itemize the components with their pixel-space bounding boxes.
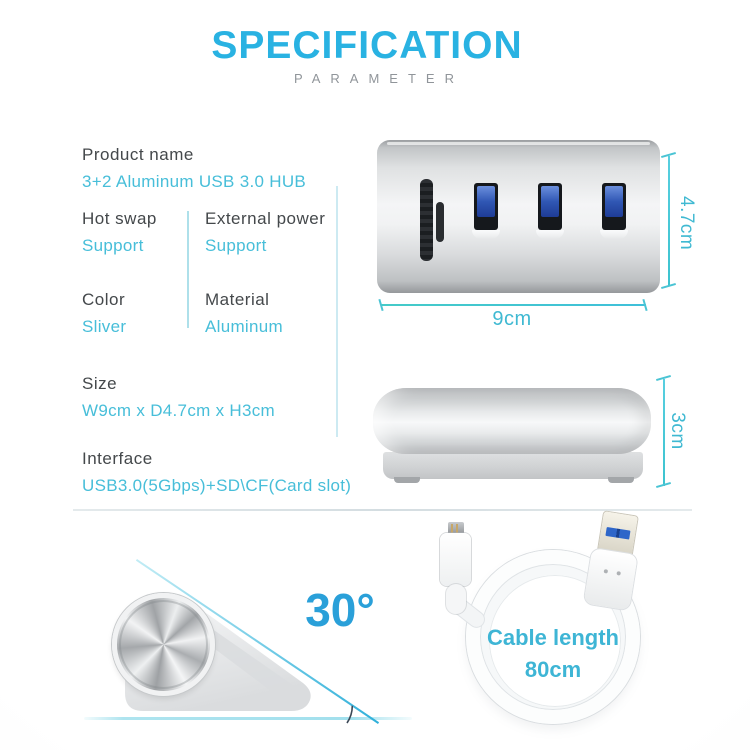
spec-value: Aluminum (205, 317, 283, 336)
usb-port-1 (474, 183, 498, 230)
usb-blue-tongue (605, 186, 623, 217)
cable-length-label: Cable length (486, 625, 619, 650)
usb-port-3 (602, 183, 626, 230)
spec-hot-swap (82, 209, 157, 256)
spec-label: External power (205, 209, 326, 228)
spec-label: Product name (82, 145, 194, 164)
spec-label: Color (82, 290, 126, 309)
sd-card-slot (436, 202, 444, 242)
usb-port-lip (472, 230, 500, 239)
angle-label: 30° (305, 584, 375, 636)
micro-usb-connector (440, 533, 471, 586)
plug-dot (604, 569, 609, 574)
depth-dimension-line (668, 156, 670, 286)
width-dimension-line (381, 304, 646, 306)
usb-blue-tongue (541, 186, 559, 217)
spec-label: Hot swap (82, 209, 157, 228)
usb-blue-tongue (477, 186, 495, 217)
cf-card-slot (420, 179, 433, 261)
column-divider (187, 211, 189, 328)
cable-length-value: 80cm (524, 657, 582, 682)
usb-a-plug-body (584, 548, 638, 611)
hub-front-photo (377, 140, 660, 293)
usb-a-blue-tongue (605, 527, 630, 540)
plug-dot (616, 571, 621, 576)
spec-value: Support (205, 236, 267, 255)
dimension-cap (642, 299, 647, 311)
spec-label: Material (205, 290, 270, 309)
spec-value: 3+2 Aluminum USB 3.0 HUB (82, 172, 307, 191)
spec-interface (82, 449, 351, 496)
spec-product-name (82, 145, 306, 192)
height-dimension-label: 3cm (667, 412, 688, 450)
micro-usb-strain-relief (446, 584, 466, 614)
spec-size (82, 374, 275, 421)
dimension-cap (656, 482, 671, 488)
usb-port-lip (600, 230, 628, 239)
usb-port-lip (536, 230, 564, 239)
hub-foot (608, 477, 634, 483)
depth-dimension-label: 4.7cm (676, 196, 697, 251)
angle-arc (336, 687, 384, 725)
spec-value: USB3.0(5Gbps)+SD\CF(Card slot) (82, 476, 352, 495)
cable-length-caption (460, 625, 646, 683)
spec-value: Support (82, 236, 144, 255)
width-dimension-label: 9cm (492, 308, 532, 330)
spec-external-power (205, 209, 325, 256)
hub-end-cap-disc (112, 593, 215, 696)
hub-foot (394, 477, 420, 483)
spec-label: Interface (82, 449, 153, 468)
spec-color (82, 290, 126, 337)
spec-label: Size (82, 374, 118, 393)
spec-value: Sliver (82, 317, 127, 336)
hub-side-base (383, 452, 643, 479)
usb-a-connector (582, 510, 644, 612)
page-subtitle: PARAMETER (294, 71, 464, 86)
spec-value: W9cm x D4.7cm x H3cm (82, 401, 276, 420)
usb-port-2 (538, 183, 562, 230)
dimension-cap (661, 283, 676, 289)
page-title: SPECIFICATION (211, 24, 523, 67)
spec-material (205, 290, 283, 337)
hub-side-photo (373, 388, 651, 454)
section-divider-vertical (336, 186, 338, 437)
